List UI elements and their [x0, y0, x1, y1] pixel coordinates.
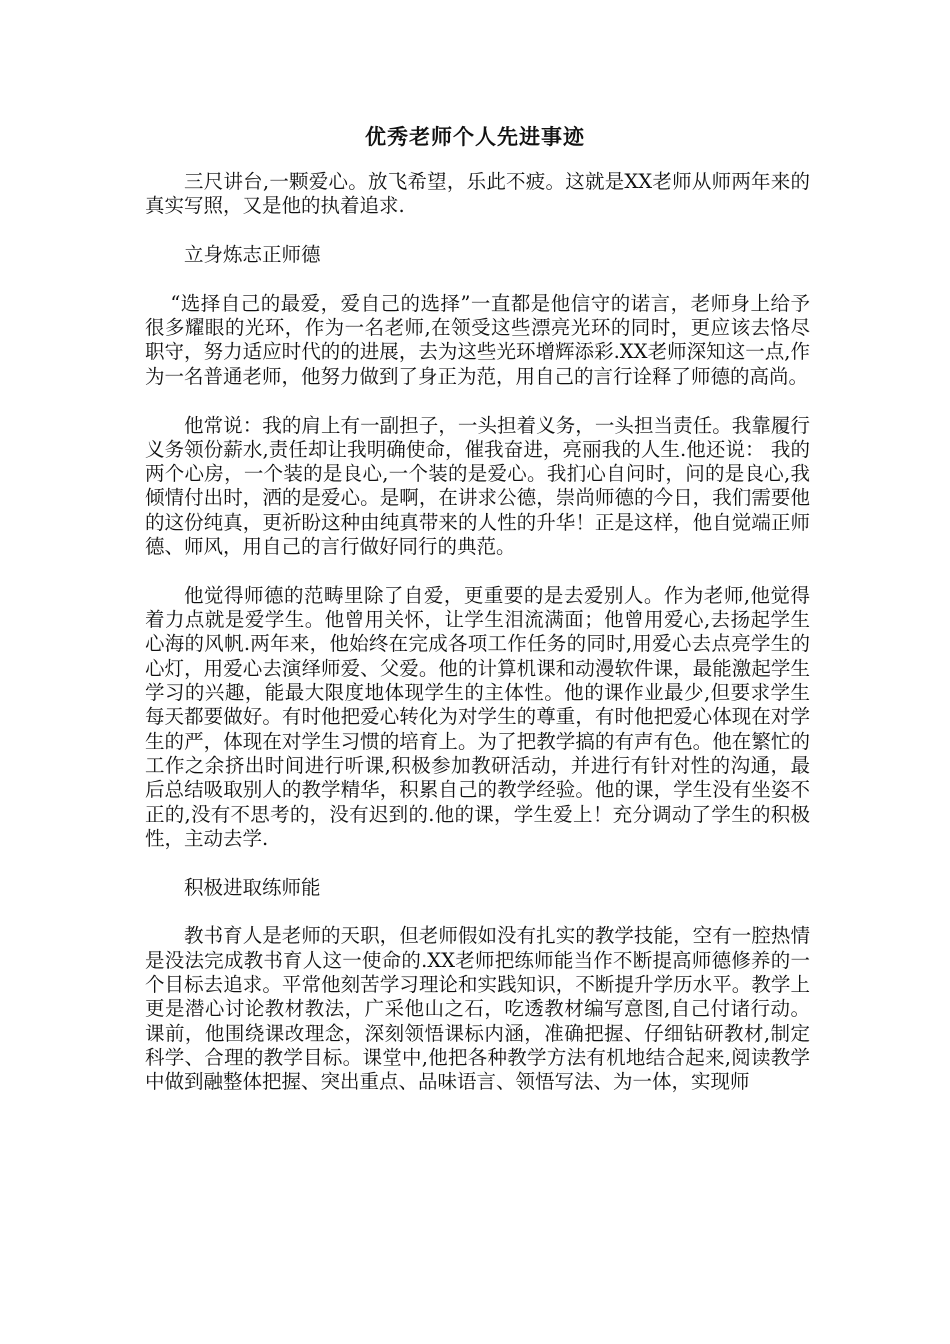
paragraph-responsibility: 他常说：我的肩上有一副担子，一头担着义务，一头担当责任。我靠履行义务领份薪水,责任却让我明确使命，催我奋进，亮丽我的人生.他还说： 我的两个心房，一个装的是良心,一个装的是爱心。我扪心自问时，问的是良心,我倾情付出时，洒的是爱心。是啊，在讲求公德，崇尚师德的今日，我们需要他的这份纯真，更祈盼这种由纯真带来的人性的升华！正是这样，他自觉端正师德、师风，用自己的言行做好同行的典范。 — [145, 413, 810, 559]
section-heading-teacher-skills: 积极进取练师能 — [184, 875, 321, 899]
paragraph-love-students: 他觉得师德的范畴里除了自爱，更重要的是去爱别人。作为老师,他觉得着力点就是爱学生。他曾用关怀，让学生泪流满面；他曾用爱心,去扬起学生心海的风帆.两年来，他始终在完成各项工作任务的同时,用爱心去点亮学生的心灯，用爱心去演绎师爱、父爱。他的计算机课和动漫软件课，最能激起学生学习的兴趣，能最大限度地体现学生的主体性。他的课作业最少,但要求学生每天都要做好。有时他把爱心转化为对学生的尊重，有时他把爱心体现在对学生的严，体现在对学生习惯的培育上。为了把教学搞的有声有色。他在繁忙的工作之余挤出时间进行听课,积极参加教研活动，并进行有针对性的沟通，最后总结吸取别人的教学精华，积累自己的教学经验。他的课，学生没有坐姿不正的,没有不思考的，没有迟到的.他的课，学生爱上！充分调动了学生的积极性，主动去学. — [145, 583, 810, 850]
paragraph-motto: “选择自己的最爱，爱自己的选择”一直都是他信守的诺言，老师身上给予很多耀眼的光环，作为一名老师,在领受这些漂亮光环的同时，更应该去恪尽职守，努力适应时代的的进展，去为这些光环增辉添彩.XX老师深知这一点,作为一名普通老师，他努力做到了身正为范，用自己的言行诠释了师德的高尚。 — [145, 291, 810, 388]
section-heading-teacher-ethics: 立身炼志正师德 — [184, 243, 321, 267]
paragraph-intro: 三尺讲台,一颗爱心。放飞希望，乐此不疲。这就是XX老师从师两年来的真实写照，又是他的执着追求. — [145, 170, 810, 218]
document-title: 优秀老师个人先进事迹 — [365, 124, 585, 149]
paragraph-teaching-skills: 教书育人是老师的天职，但老师假如没有扎实的教学技能，空有一腔热情是没法完成教书育人这一使命的.XX老师把练师能当作不断提高师德修养的一个目标去追求。平常他刻苦学习理论和实践知识，不断提升学历水平。教学上更是潜心讨论教材教法，广采他山之石，吃透教材编写意图,自己付诸行动。课前，他围绕课改理念，深刻领悟课标内涵，准确把握、仔细钻研教材,制定科学、合理的教学目标。课堂中,他把各种教学方法有机地结合起来,阅读教学中做到融整体把握、突出重点、品味语言、领悟写法、为一体，实现师 — [145, 924, 810, 1094]
document-body — [145, 170, 810, 1119]
